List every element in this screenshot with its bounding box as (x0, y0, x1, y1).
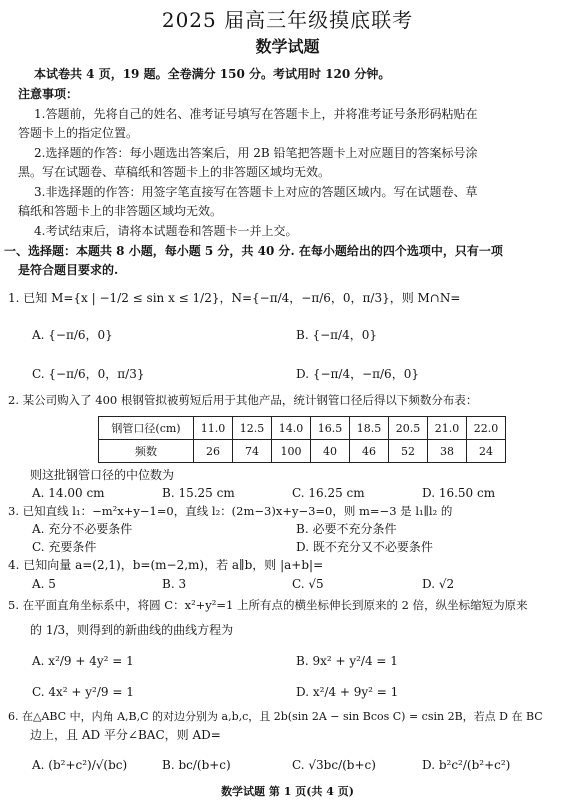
notice-line: 3.非选择题的作答：用签字笔直接写在答题卡上对应的答题区域内。写在试题卷、草 (34, 185, 478, 199)
notice-line: 稿纸和答题卡上的非答题区域均无效。 (18, 204, 223, 218)
q1-option-d: D. {−π/4，−π/6，0} (296, 367, 419, 381)
q4-option-a: A. 5 (32, 577, 56, 591)
count-cell: 100 (272, 440, 311, 463)
q6-option-d: D. b²c²/(b²+c²) (422, 758, 511, 772)
q5-option-b: B. 9x² + y²/4 = 1 (296, 654, 398, 668)
diameter-cell: 16.5 (311, 417, 350, 440)
notice-line: 黑。写在试题卷、草稿纸和答题卡上的非答题区域均无效。 (18, 165, 331, 179)
count-cell: 24 (467, 440, 506, 463)
count-cell: 38 (428, 440, 467, 463)
notice-line: 4.考试结束后，请将本试题卷和答题卡一并上交。 (34, 224, 298, 238)
q5-option-c: C. 4x² + y²/9 = 1 (32, 685, 134, 699)
q6-option-a: A. (b²+c²)/√(bc) (32, 758, 128, 772)
diameter-cell: 21.0 (428, 417, 467, 440)
count-cell: 26 (194, 440, 233, 463)
page-footer: 数学试题 第 1 页(共 4 页) (221, 785, 354, 798)
q3-option-a: A. 充分不必要条件 (32, 522, 133, 536)
table-row (99, 417, 506, 440)
diameter-cell: 14.0 (272, 417, 311, 440)
diameter-cell: 20.5 (389, 417, 428, 440)
q1-option-c: C. {−π/6，0，π/3} (32, 367, 145, 381)
row-label: 频数 (99, 440, 194, 463)
q4-option-c: C. √5 (292, 577, 324, 591)
q4-stem: 4. 已知向量 a=(2,1)，b=(m−2,m)，若 a∥b，则 |a+b|= (8, 558, 324, 572)
exam-title: 2025 届高三年级摸底联考 (161, 8, 414, 32)
q2-option-c: C. 16.25 cm (292, 486, 365, 500)
notice-heading: 注意事项： (18, 87, 79, 101)
notice-line: 2.选择题的作答：每小题选出答案后，用 2B 铅笔把答题卡上对应题目的答案标号涂 (34, 146, 478, 160)
q5-option-d: D. x²/4 + 9y² = 1 (296, 685, 399, 699)
diameter-cell: 22.0 (467, 417, 506, 440)
q5-stem-cont: 的 1/3，则得到的新曲线的曲线方程为 (30, 623, 234, 637)
q1-option-a: A. {−π/6，0} (32, 328, 113, 342)
diameter-cell: 11.0 (194, 417, 233, 440)
count-cell: 74 (233, 440, 272, 463)
q1-stem: 1. 已知 M={x | −1/2 ≤ sin x ≤ 1/2}，N={−π/4，−π/6，0，π/3}，则 M∩N= (8, 291, 461, 305)
q6-stem-cont: 边上，且 AD 平分∠BAC，则 AD= (30, 728, 221, 742)
q2-option-a: A. 14.00 cm (32, 486, 105, 500)
q6-option-c: C. √3bc/(b+c) (292, 758, 376, 772)
q4-option-b: B. 3 (162, 577, 187, 591)
notice-line: 答题卡上的指定位置。 (18, 126, 139, 140)
q2-option-b: B. 15.25 cm (162, 486, 235, 500)
q3-stem: 3. 已知直线 l₁：−m²x+y−1=0，直线 l₂：(2m−3)x+y−3=0，则 m=−3 是 l₁∥l₂ 的 (8, 504, 453, 518)
q1-option-b: B. {−π/4，0} (296, 328, 377, 342)
q2-stem: 2. 某公司购入了 400 根钢管拟被剪短后用于其他产品，统计钢管口径后得以下频数分布表： (8, 393, 478, 407)
q5-stem: 5. 在平面直角坐标系中，将圆 C：x²+y²=1 上所有点的横坐标伸长到原来的 2 倍，纵坐标缩短为原来 (8, 598, 528, 612)
diameter-cell: 18.5 (350, 417, 389, 440)
q3-option-b: B. 必要不充分条件 (296, 522, 397, 536)
table-row (99, 440, 506, 463)
section-heading: 一、选择题：本题共 8 小题，每小题 5 分，共 40 分. 在每小题给出的四个选项中，只有一项 (4, 244, 503, 258)
q5-option-a: A. x²/9 + 4y² = 1 (32, 654, 134, 668)
q4-option-d: D. √2 (422, 577, 455, 591)
q2-option-d: D. 16.50 cm (422, 486, 496, 500)
row-label: 钢管口径(cm) (99, 417, 194, 440)
count-cell: 40 (311, 440, 350, 463)
q6-stem: 6. 在△ABC 中，内角 A,B,C 的对边分别为 a,b,c，且 2b(sin 2A − sin Bcos C) = csin 2B，若点 D 在 BC (8, 710, 543, 723)
diameter-cell: 12.5 (233, 417, 272, 440)
count-cell: 46 (350, 440, 389, 463)
section-heading-cont: 是符合题目要求的. (18, 263, 119, 277)
frequency-table (98, 416, 506, 463)
exam-info: 本试卷共 4 页，19 题。全卷满分 150 分。考试用时 120 分钟。 (34, 67, 391, 81)
exam-subtitle: 数学试题 (255, 37, 320, 56)
q6-option-b: B. bc/(b+c) (162, 758, 231, 772)
q3-option-c: C. 充要条件 (32, 540, 97, 554)
q3-option-d: D. 既不充分又不必要条件 (296, 540, 433, 554)
q2-question: 则这批钢管口径的中位数为 (30, 468, 175, 482)
notice-line: 1.答题前，先将自己的姓名、准考证号填写在答题卡上，并将准考证号条形码粘贴在 (34, 107, 478, 121)
count-cell: 52 (389, 440, 428, 463)
